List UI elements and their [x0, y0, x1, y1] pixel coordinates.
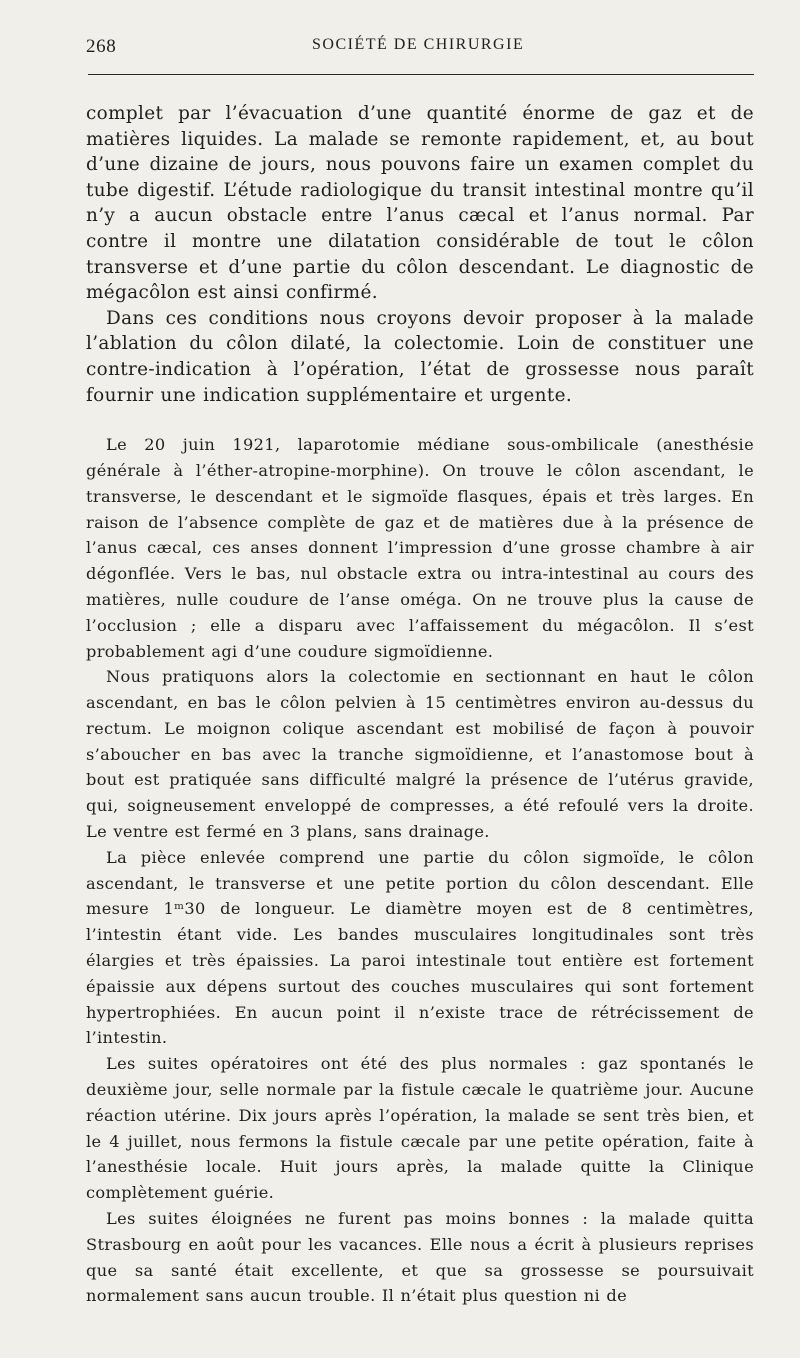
paragraph-continued: complet par l’évacuation d’une quantité énorme de gaz et de matières liquides. La malade se remonte rapidement, et, au bout d’une dizaine de jours, nous pouvons faire un examen complet du tube digestif. L’étude radiologique du transit intestinal montre qu’il n’y a aucun obstacle entre l’anus cæcal et l’anus normal. Par contre il montre une dilatation considérable de tout le côlon transverse et d’une partie du côlon descendant. Le diagnostic de mégacôlon est ainsi confirmé. [86, 103, 754, 304]
paragraph-colectomy: Nous pratiquons alors la colectomie en sectionnant en haut le côlon ascendant, en bas le côlon pelvien à 15 centimètres environ au-dessus du rectum. Le moignon colique ascendant est mobilisé de façon à pouvoir s’aboucher en bas avec la tranche sigmoïdienne, et l’anastomose bout à bout est pratiquée sans difficulté malgré la présence de l’utérus gravide, qui, soigneusement enveloppé de compresses, a été refoulé vers la droite. Le ventre est fermé en 3 plans, sans drainage. [86, 667, 754, 842]
paragraph-postoperative: Les suites opératoires ont été des plus normales : gaz spontanés le deuxième jour, selle normale par la fistule cæcale le quatrième jour. Aucune réaction utérine. Dix jours après l’opération, la malade se sent très bien, et le 4 juillet, nous fermons la fistule cæcale par une petite opération, faite à l’anesthésie locale. Huit jours après, la malade quitte la Clinique complètement guérie. [86, 1054, 754, 1203]
page-number: 268 [86, 36, 117, 57]
header-rule [88, 74, 754, 75]
body-text [86, 101, 754, 1309]
paragraph-follow-up: Les suites éloignées ne furent pas moins bonnes : la malade quitta Strasbourg en août pour les vacances. Elle nous a écrit à plusieurs reprises que sa santé était excellente, et que sa grossesse se poursuivait normalement sans aucun trouble. Il n’était plus question ni de [86, 1209, 754, 1306]
paragraph-proposal: Dans ces conditions nous croyons devoir proposer à la malade l’ablation du côlon dilaté, la colectomie. Loin de constituer une contre-indication à l’opération, l’état de grossesse nous paraît fournir une indication supplémentaire et urgente. [86, 307, 754, 406]
paragraph-specimen: La pièce enlevée comprend une partie du côlon sigmoïde, le côlon ascendant, le transverse et une petite portion du côlon descendant. Elle mesure 1ᵐ30 de longueur. Le diamètre moyen est de 8 centimètres, l’intestin étant vide. Les bandes musculaires longitudinales sont très élargies et très épaissies. La paroi intestinale tout entière est fortement épaissie aux dépens surtout des couches musculaires qui sont fortement hypertrophiées. En aucun point il n’existe trace de rétrécissement de l’intestin. [86, 847, 754, 1048]
paragraph-operation: Le 20 juin 1921, laparotomie médiane sous-ombilicale (anesthésie générale à l’éther-atropine-morphine). On trouve le côlon ascendant, le transverse, le descendant et le sigmoïde flasques, épais et très larges. En raison de l’absence complète de gaz et de matières due à la présence de l’anus cæcal, ces anses donnent l’impression d’une grosse chambre à air dégonflée. Vers le bas, nul obstacle extra ou intra-intestinal au cours des matières, nulle coudure de l’anse oméga. On ne trouve plus la cause de l’occlusion ; elle a disparu avec l’affaissement du mégacôlon. Il s’est probablement agi d’une coudure sigmoïdienne. [86, 435, 754, 661]
journal-title: SOCIÉTÉ DE CHIRURGIE [312, 36, 525, 53]
case-report [86, 432, 754, 1309]
running-head [86, 30, 746, 64]
paragraph-gap [86, 408, 754, 432]
